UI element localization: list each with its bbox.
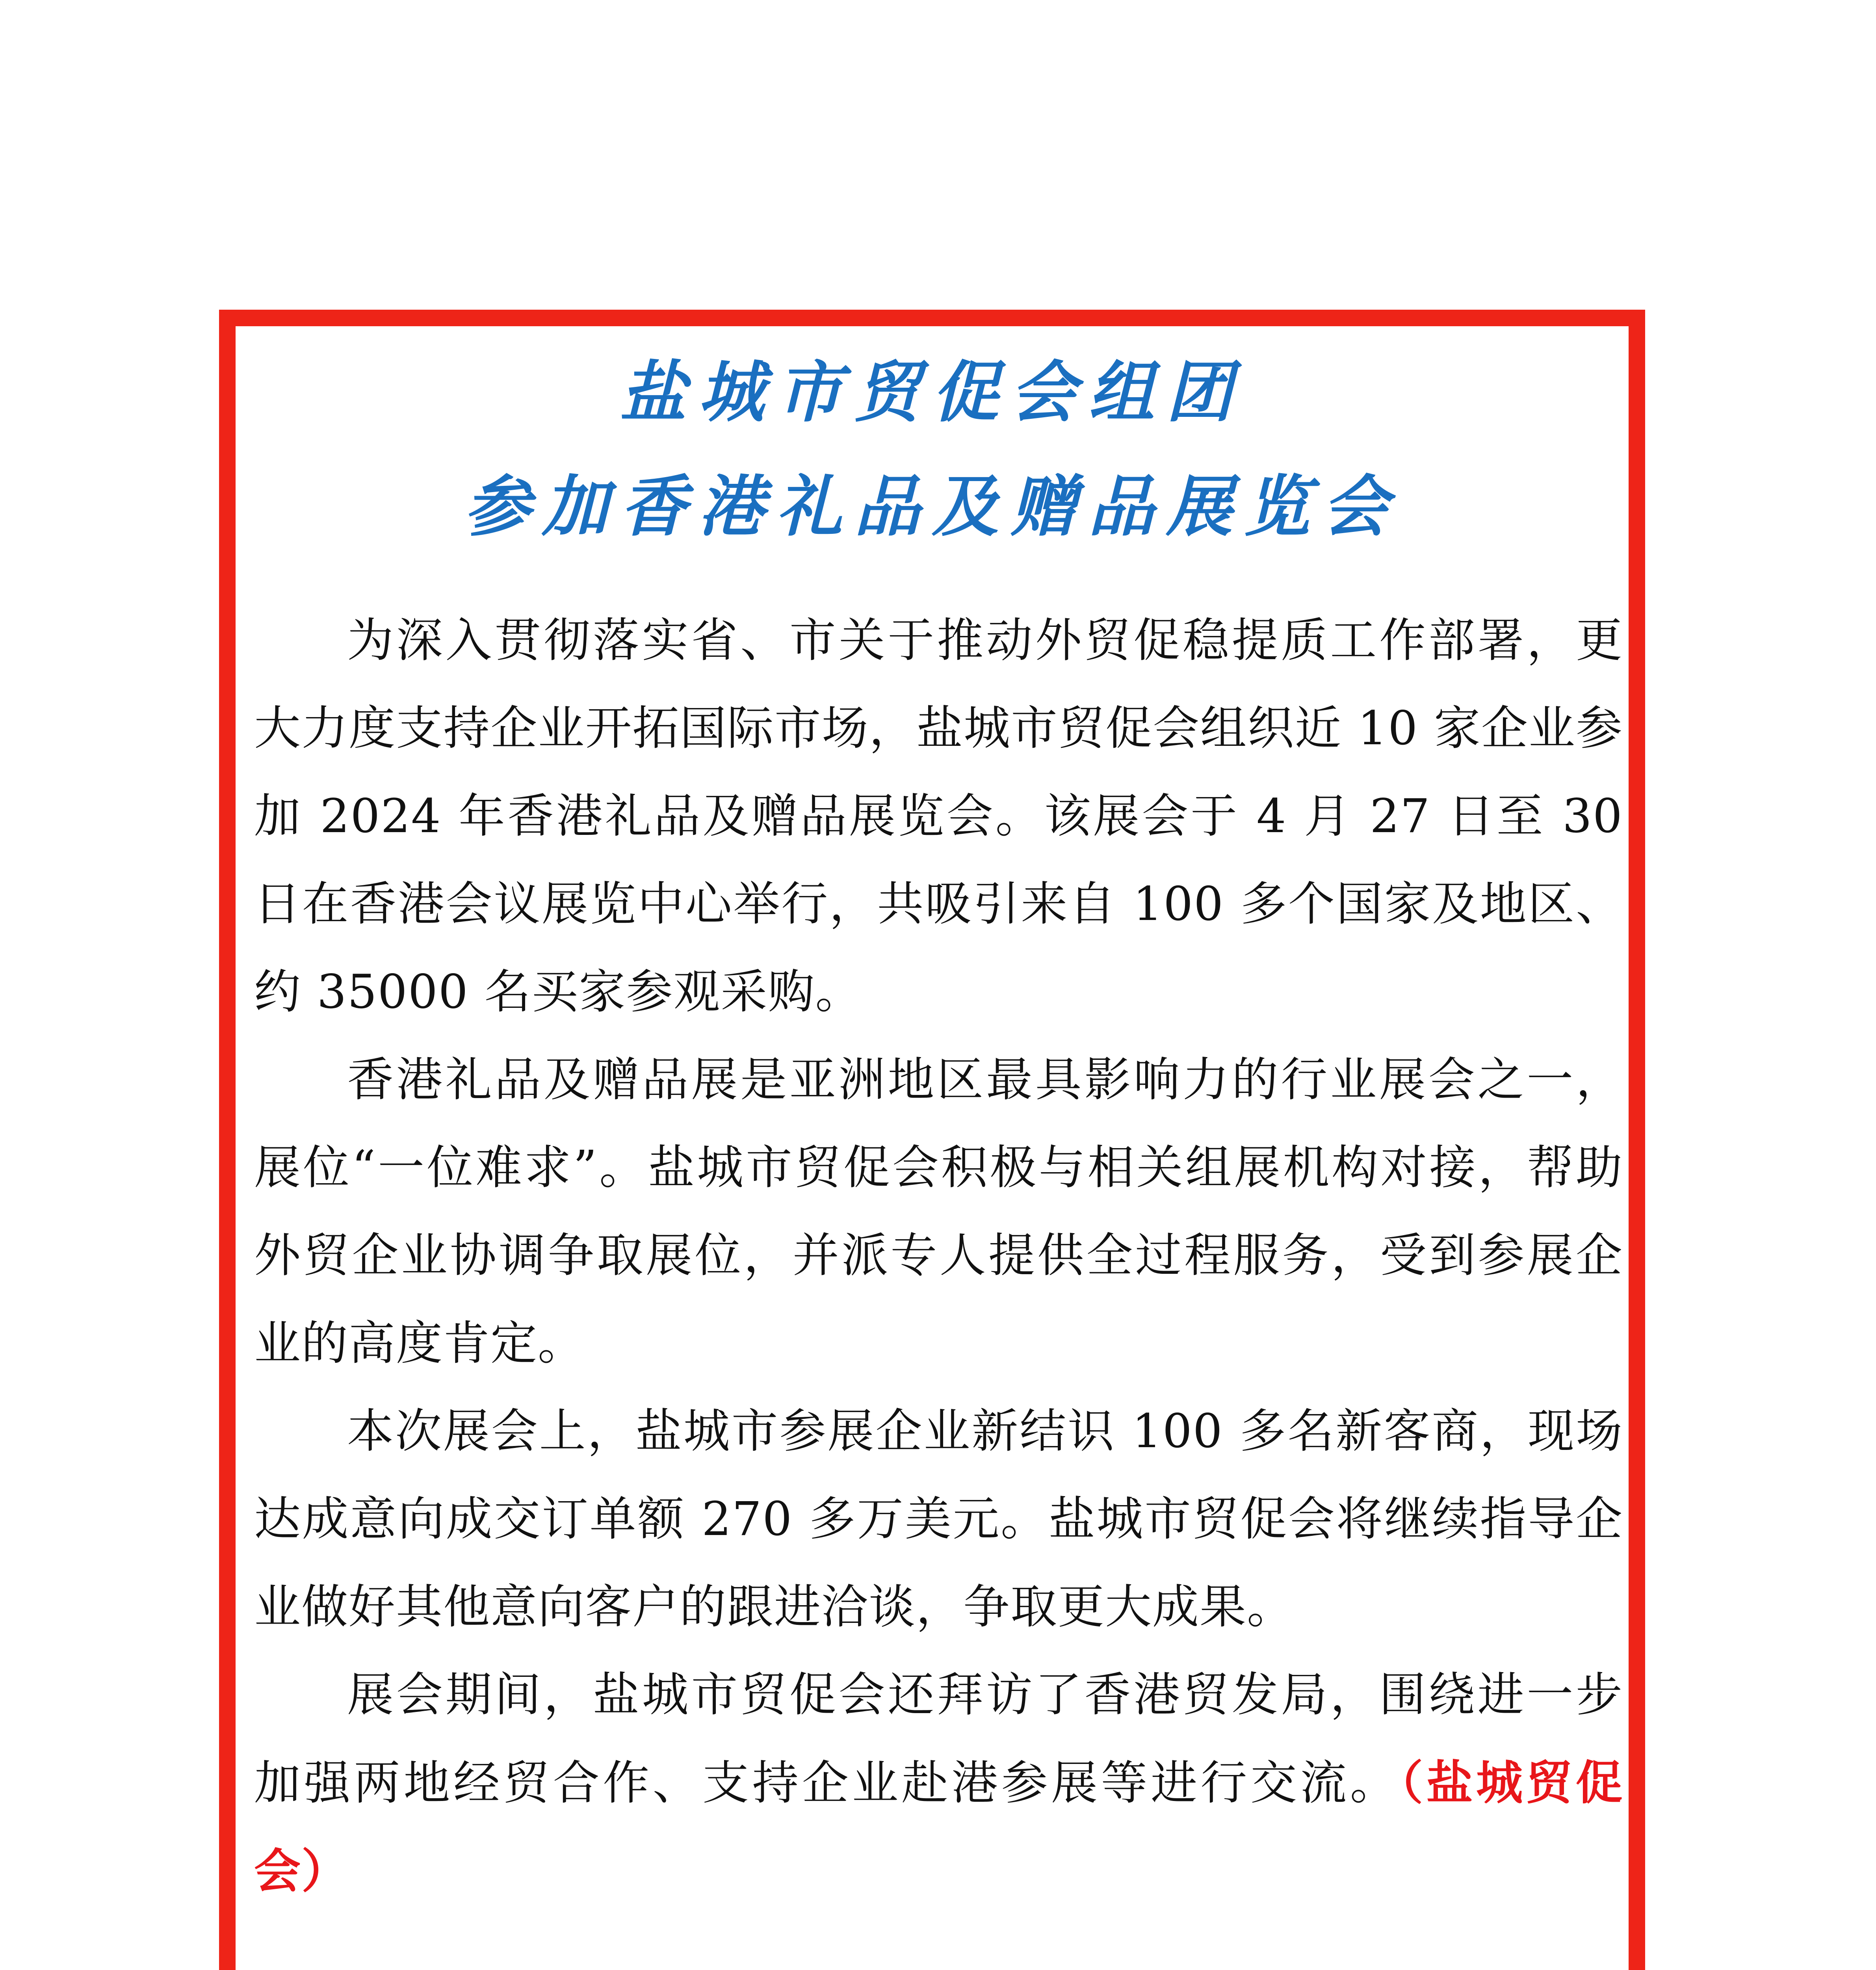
paragraph-1: 为深入贯彻落实省、市关于推动外贸促稳提质工作部署，更大力度支持企业开拓国际市场，盐城市贸促会组织近 10 家企业参加 2024 年香港礼品及赠品展览会。该展会于 4 月 27 日至 30 日在香港会议展览中心举行，共吸引来自 100 多个国家及地区、约 35000 名买家参观采购。	[254, 613, 1623, 1019]
source-attribution: （盐城贸促会）	[254, 1755, 1623, 1898]
paragraph-2: 香港礼品及赠品展是亚洲地区最具影响力的行业展会之一，展位“一位难求”。盐城市贸促会积极与相关组展机构对接，帮助外贸企业协调争取展位，并派专人提供全过程服务，受到参展企业的高度肯定。	[254, 1052, 1623, 1370]
article-body	[254, 597, 1623, 1915]
article-title-line-1: 盐城市贸促会组团	[620, 353, 1244, 431]
paragraph-4-text: 展会期间，盐城市贸促会还拜访了香港贸发局，围绕进一步加强两地经贸合作、支持企业赴港参展等进行交流。	[254, 1667, 1623, 1810]
paragraph-3: 本次展会上，盐城市参展企业新结识 100 多名新客商，现场达成意向成交订单额 270 多万美元。盐城市贸促会将继续指导企业做好其他意向客户的跟进洽谈，争取更大成果。	[254, 1404, 1623, 1634]
article-title-line-2: 参加香港礼品及赠品展览会	[464, 467, 1400, 545]
paragraph-4	[254, 1651, 1623, 1915]
